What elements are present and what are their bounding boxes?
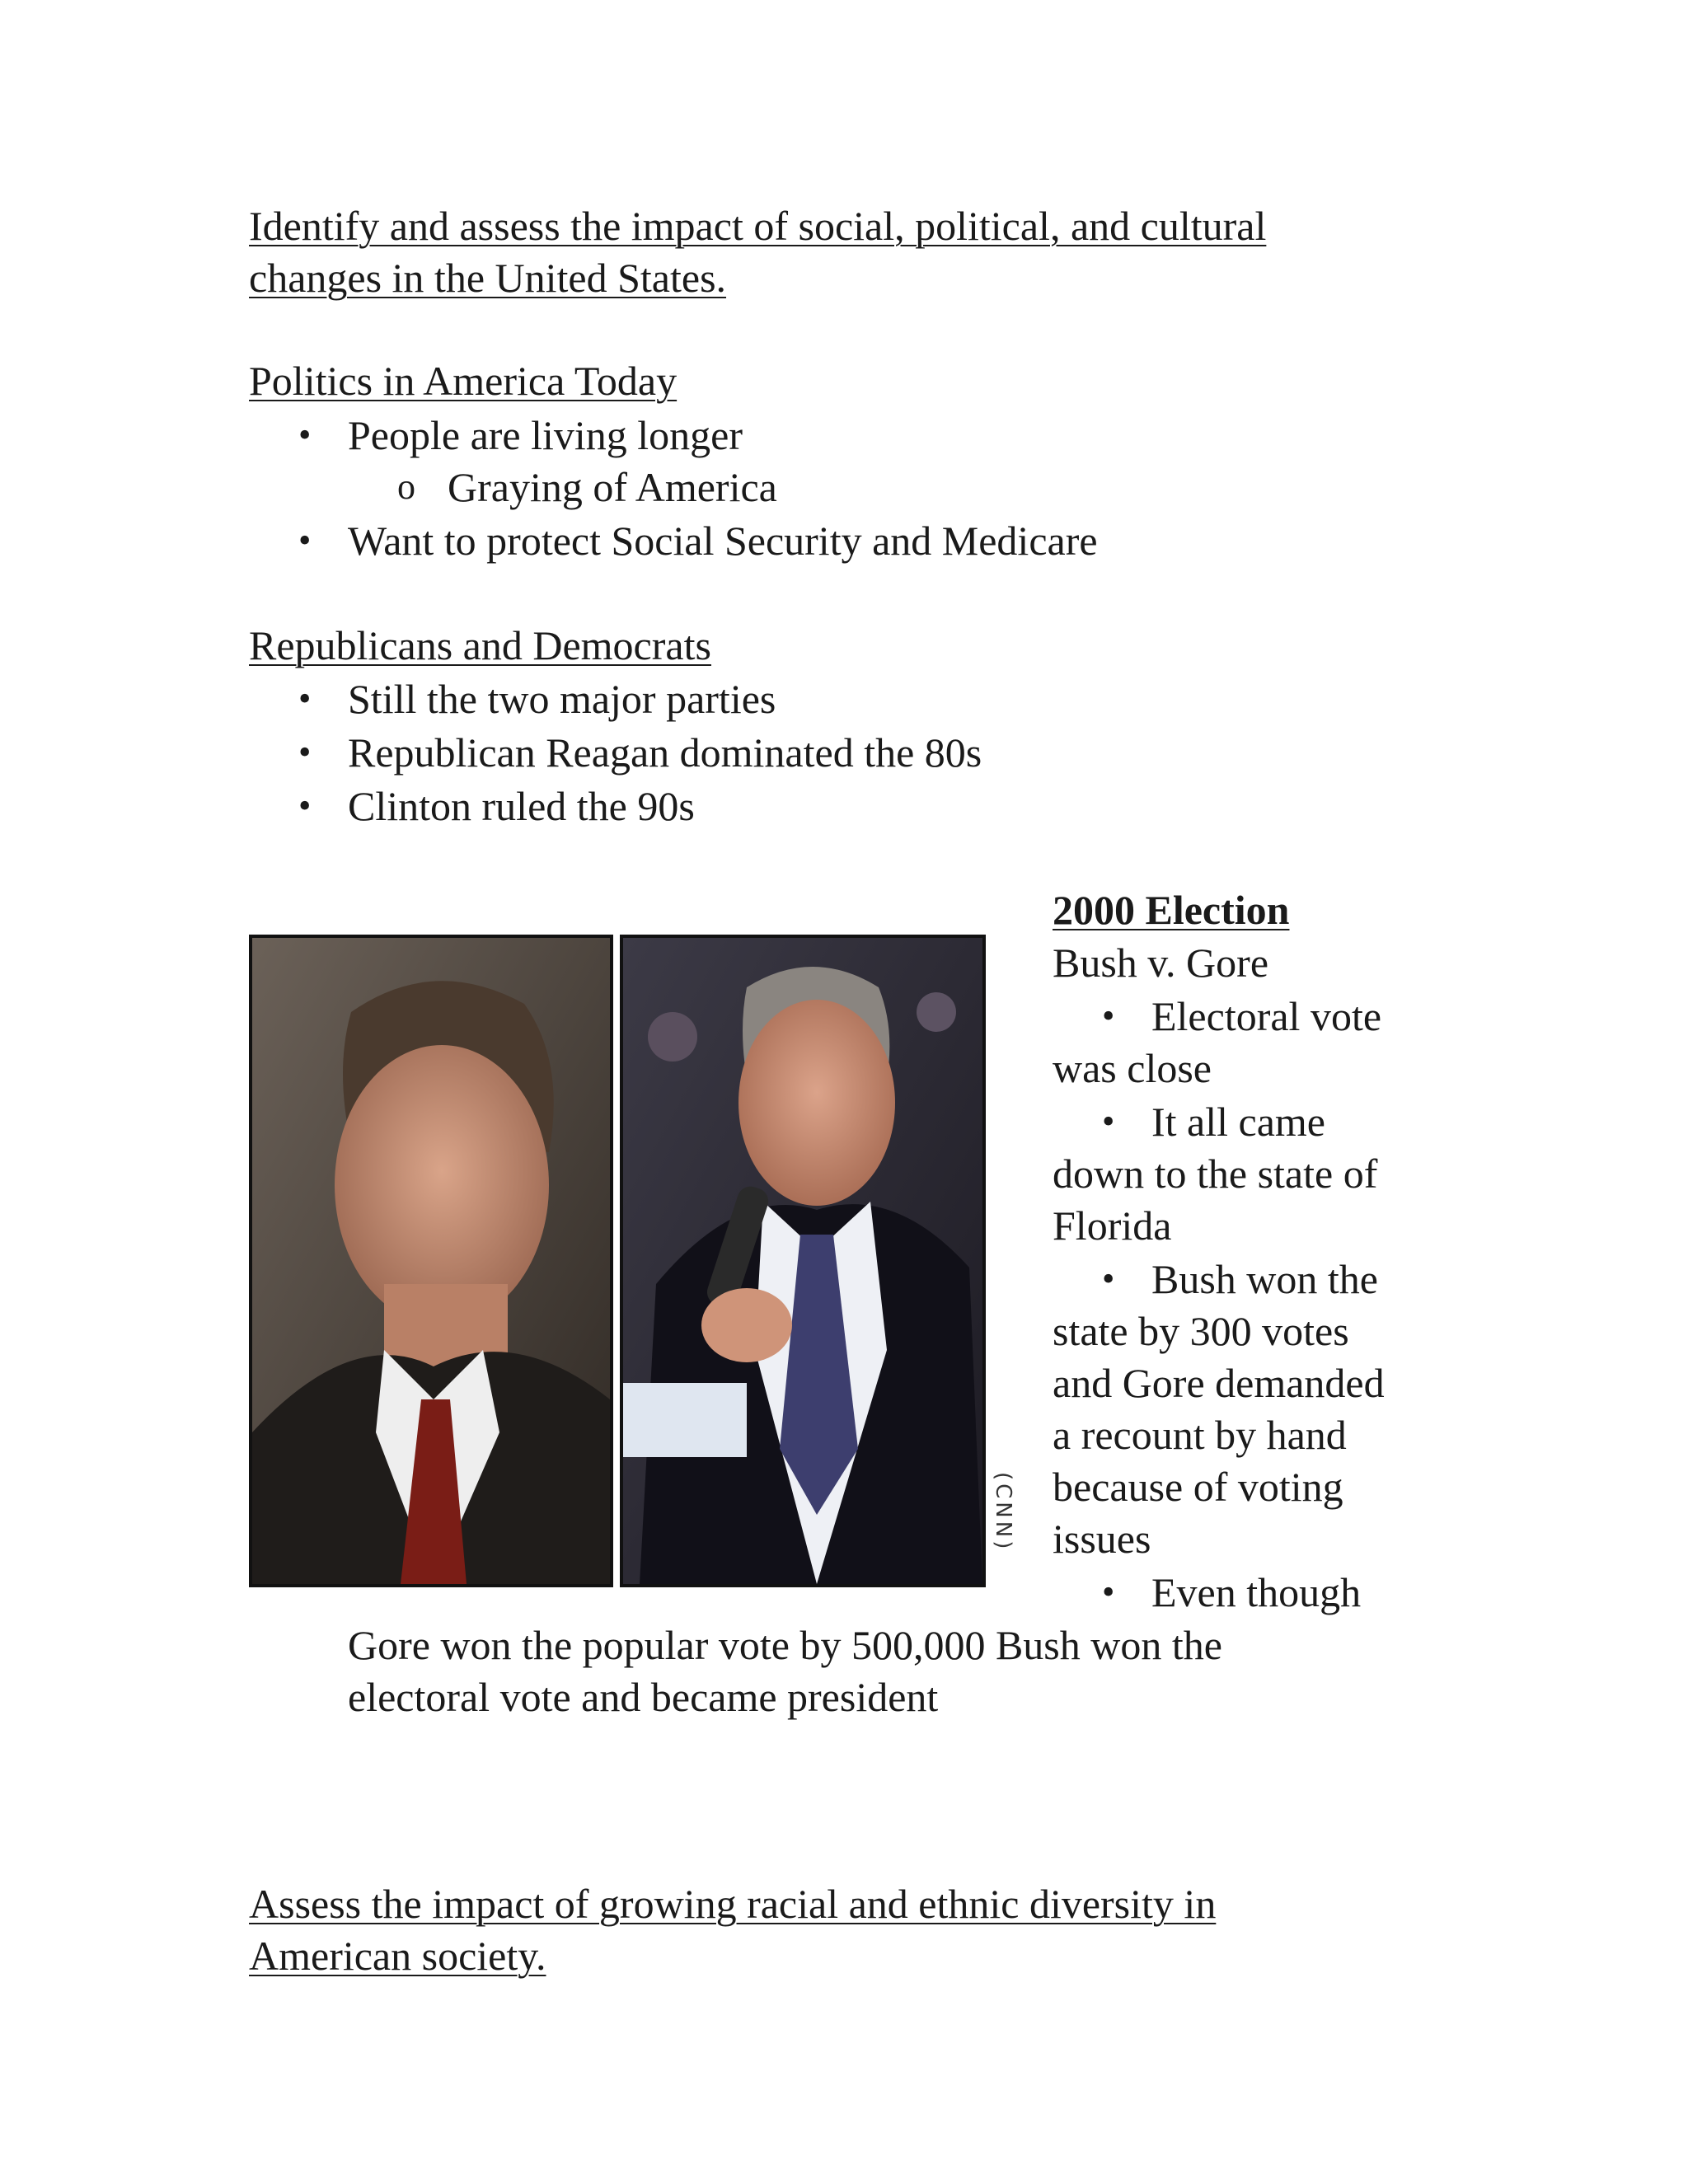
bullet-marker: • — [1102, 1101, 1115, 1141]
bullet-marker: • — [298, 732, 312, 772]
election-b3-line-6: issues — [1053, 1516, 1151, 1562]
election-b2-line-1: It all came — [1151, 1099, 1325, 1145]
politics-title: Politics in America Today — [249, 358, 678, 404]
heading-line-1: Identify and assess the impact of social, political, and cultural — [249, 203, 1267, 249]
photo-credit: (CNN) — [991, 1472, 1015, 1553]
election-b4-line-3: electoral vote and became president — [348, 1674, 939, 1720]
election-title: 2000 Election — [1053, 887, 1290, 933]
election-b3-line-4: a recount by hand — [1053, 1412, 1347, 1458]
politics-sub-bullet: Graying of America — [448, 464, 777, 510]
election-b2-line-2: down to the state of — [1053, 1151, 1378, 1197]
bullet-marker: • — [298, 415, 312, 455]
bullet-marker: • — [298, 678, 312, 719]
election-b3-line-2: state by 300 votes — [1053, 1308, 1349, 1354]
bullet-marker: • — [1102, 996, 1115, 1036]
politics-bullet-2: Want to protect Social Security and Medicare — [348, 518, 1098, 564]
bullet-marker: • — [1102, 1572, 1115, 1612]
parties-bullet-3: Clinton ruled the 90s — [348, 783, 695, 829]
bullet-marker: • — [298, 785, 312, 826]
election-b1-line-2: was close — [1053, 1045, 1212, 1091]
election-b4-line-1: Even though — [1151, 1569, 1362, 1615]
election-b1-line-1: Electoral vote — [1151, 993, 1382, 1039]
heading2-line-2: American society. — [249, 1933, 546, 1979]
parties-bullet-1: Still the two major parties — [348, 676, 776, 722]
election-b3-line-1: Bush won the — [1151, 1256, 1378, 1302]
bullet-marker: • — [298, 520, 312, 560]
sub-bullet-marker: o — [397, 466, 415, 507]
gore-photo — [249, 935, 613, 1587]
parties-title: Republicans and Democrats — [249, 622, 711, 668]
politics-bullet-1: People are living longer — [348, 412, 743, 458]
parties-bullet-2: Republican Reagan dominated the 80s — [348, 729, 982, 776]
heading-line-2: changes in the United States. — [249, 255, 727, 301]
election-b2-line-3: Florida — [1053, 1202, 1172, 1249]
bullet-marker: • — [1102, 1258, 1115, 1299]
election-b4-line-2: Gore won the popular vote by 500,000 Bush won the — [348, 1622, 1222, 1668]
bush-photo — [620, 935, 986, 1587]
election-subtitle: Bush v. Gore — [1053, 940, 1269, 986]
election-b3-line-5: because of voting — [1053, 1464, 1343, 1510]
heading2-line-1: Assess the impact of growing racial and ethnic diversity in — [249, 1881, 1217, 1927]
election-b3-line-3: and Gore demanded — [1053, 1360, 1385, 1406]
